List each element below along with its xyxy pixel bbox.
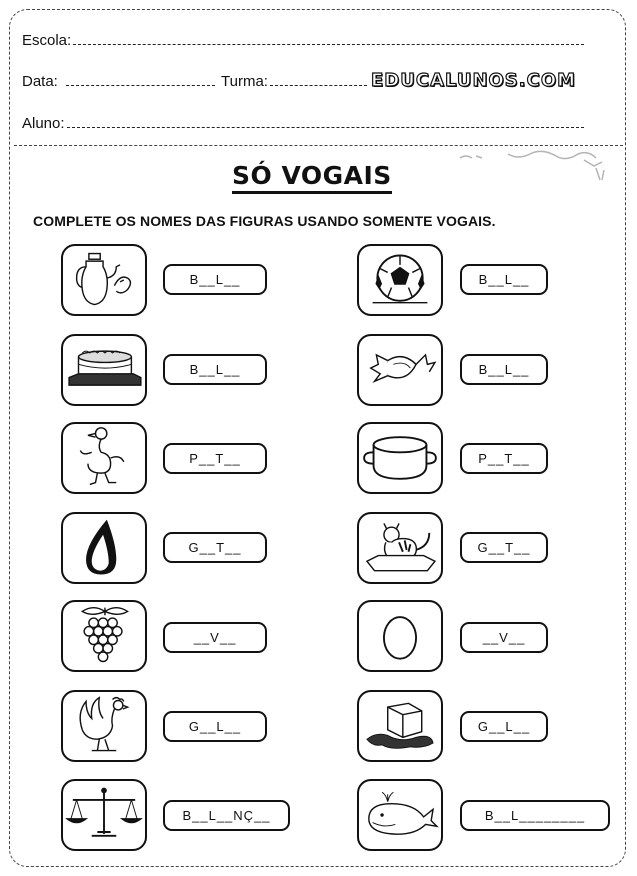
answer-box-left-4[interactable]: G__T__: [163, 532, 267, 563]
picture-candy: [357, 334, 443, 406]
picture-cat: [357, 512, 443, 584]
picture-cake: [61, 334, 147, 406]
page-title: SÓ VOGAIS: [232, 162, 392, 194]
answer-box-right-7[interactable]: B__L________: [460, 800, 610, 831]
picture-ice-cube: [357, 690, 443, 762]
date-line[interactable]: [66, 84, 215, 86]
answer-box-right-1[interactable]: B__L__: [460, 264, 548, 295]
student-field: [22, 115, 584, 132]
answer-box-left-5[interactable]: __V__: [163, 622, 267, 653]
picture-soccer-ball: [357, 244, 443, 316]
picture-duck: [61, 422, 147, 494]
picture-whale: [357, 779, 443, 851]
whale-icon: [359, 781, 441, 849]
answer-box-left-2[interactable]: B__L__: [163, 354, 267, 385]
cake-icon: [63, 336, 145, 404]
pot-icon: [359, 424, 441, 492]
cat-icon: [359, 514, 441, 582]
educalunos-logo: EDUCALUNOS.COM: [371, 70, 577, 91]
student-label: Aluno:: [22, 115, 65, 132]
teapot-icon: [63, 246, 145, 314]
picture-teapot: [61, 244, 147, 316]
student-line[interactable]: [67, 126, 584, 128]
answer-box-right-5[interactable]: __V__: [460, 622, 548, 653]
faded-decoration-icon: [456, 146, 616, 184]
duck-icon: [63, 424, 145, 492]
candy-icon: [359, 336, 441, 404]
school-label: Escola:: [22, 32, 72, 49]
scale-icon: [63, 781, 145, 849]
picture-rooster: [61, 690, 147, 762]
picture-egg: [357, 600, 443, 672]
answer-box-left-3[interactable]: P__T__: [163, 443, 267, 474]
picture-scale: [61, 779, 147, 851]
rooster-icon: [63, 692, 145, 760]
date-label: Data:: [22, 73, 58, 90]
school-line[interactable]: [73, 43, 584, 45]
answer-box-left-6[interactable]: G__L__: [163, 711, 267, 742]
class-label: Turma:: [221, 73, 268, 90]
answer-box-right-3[interactable]: P__T__: [460, 443, 548, 474]
answer-box-left-7[interactable]: B__L__NÇ__: [163, 800, 290, 831]
picture-grapes: [61, 600, 147, 672]
answer-box-left-1[interactable]: B__L__: [163, 264, 267, 295]
egg-icon: [359, 602, 441, 670]
grapes-icon: [63, 602, 145, 670]
picture-drop: [61, 512, 147, 584]
soccer-ball-icon: [359, 246, 441, 314]
ice-cube-icon: [359, 692, 441, 760]
answer-box-right-4[interactable]: G__T__: [460, 532, 548, 563]
picture-pot: [357, 422, 443, 494]
answer-box-right-6[interactable]: G__L__: [460, 711, 548, 742]
drop-icon: [63, 514, 145, 582]
answer-box-right-2[interactable]: B__L__: [460, 354, 548, 385]
instruction-text: COMPLETE OS NOMES DAS FIGURAS USANDO SOMENTE VOGAIS.: [33, 213, 496, 229]
class-line[interactable]: [270, 84, 367, 86]
date-field: [22, 73, 215, 90]
class-field: [221, 73, 367, 90]
school-field: [22, 32, 584, 49]
